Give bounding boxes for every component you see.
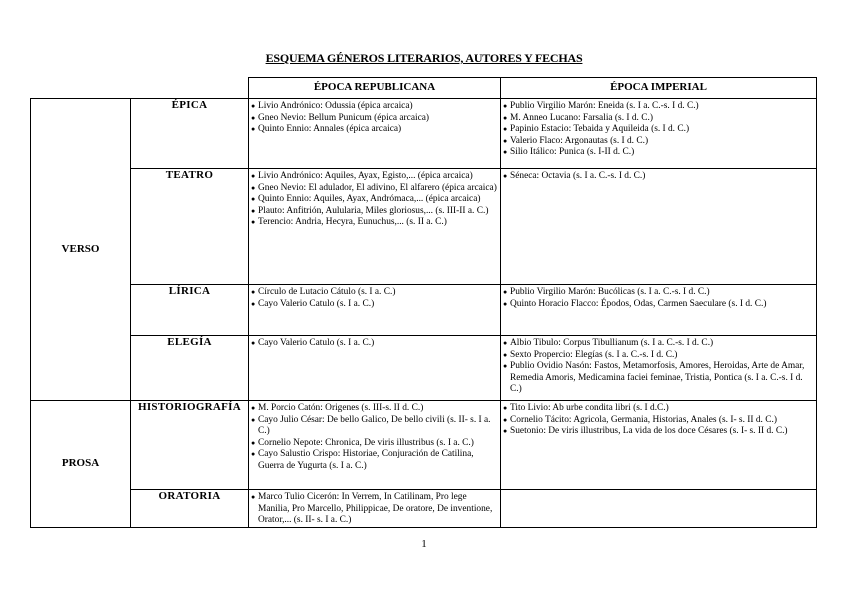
blank-header-cell bbox=[131, 78, 249, 99]
list-item: ● Cornelio Tácito: Agricola, Germania, Historias, Anales (s. I- s. II d. C.) bbox=[503, 415, 813, 427]
literary-genres-table bbox=[30, 77, 817, 528]
list-item: ● Séneca: Octavia (s. I a. C.-s. I d. C.) bbox=[503, 171, 813, 183]
list-item: ● M. Porcio Catón: Origenes (s. III-s. II d. C.) bbox=[251, 403, 497, 415]
author-list bbox=[249, 336, 500, 350]
header-republicana: ÉPOCA REPUBLICANA bbox=[249, 78, 501, 99]
cell-imperial bbox=[501, 490, 817, 528]
list-item: ● Tito Livio: Ab urbe condita libri (s. I d.C.) bbox=[503, 403, 813, 415]
list-item: ● Gneo Nevio: Bellum Punicum (épica arcaica) bbox=[251, 113, 497, 125]
genre-historiografia: HISTORIOGRAFÍA bbox=[131, 401, 249, 490]
list-item: ● Papinio Estacio: Tebaida y Aquileida (s. I d. C.) bbox=[503, 124, 813, 136]
list-item: ● Cayo Julio César: De bello Galico, De bello civili (s. II- s. I a. C.) bbox=[251, 415, 497, 438]
genre-elegia: ELEGÍA bbox=[131, 336, 249, 401]
list-item: ● Publio Virgilio Marón: Bucólicas (s. I a. C.-s. I d. C.) bbox=[503, 287, 813, 299]
cell-imperial bbox=[501, 336, 817, 401]
list-item: ● Livio Andrónico: Odussia (épica arcaica) bbox=[251, 101, 497, 113]
genre-oratoria: ORATORIA bbox=[131, 490, 249, 528]
cell-republicana bbox=[249, 285, 501, 336]
author-list bbox=[501, 490, 816, 492]
category-prosa: PROSA bbox=[31, 401, 131, 528]
author-list bbox=[501, 169, 816, 183]
cell-republicana bbox=[249, 336, 501, 401]
list-item: ● M. Anneo Lucano: Farsalia (s. I d. C.) bbox=[503, 113, 813, 125]
list-item: ● Cayo Valerio Catulo (s. I a. C.) bbox=[251, 338, 497, 350]
author-list bbox=[501, 99, 816, 159]
list-item: ● Marco Tulio Cicerón: In Verrem, In Catilinam, Pro lege Manilia, Pro Marcello, Philippicae, De oratore, De inventione, Orator,... (s. II- s. I a. C.) bbox=[251, 492, 497, 527]
list-item: ● Gneo Nevio: El adulador, El adivino, El alfarero (épica arcaica) bbox=[251, 183, 497, 195]
list-item: ● Suetonio: De viris illustribus, La vida de los doce Césares (s. I- s. II d. C.) bbox=[503, 426, 813, 438]
blank-header-cell bbox=[31, 78, 131, 99]
list-item: ● Sexto Propercio: Elegías (s. I a. C.-s. I d. C.) bbox=[503, 350, 813, 362]
list-item: ● Cornelio Nepote: Chronica, De viris illustribus (s. I a. C.) bbox=[251, 438, 497, 450]
author-list bbox=[249, 99, 500, 136]
cell-republicana bbox=[249, 99, 501, 169]
genre-epica: ÉPICA bbox=[131, 99, 249, 169]
cell-republicana bbox=[249, 401, 501, 490]
genre-teatro: TEATRO bbox=[131, 169, 249, 285]
list-item: ● Terencio: Andria, Hecyra, Eunuchus,... (s. II a. C.) bbox=[251, 217, 497, 229]
list-item: ● Quinto Ennio: Aquiles, Ayax, Andrómaca,... (épica arcaica) bbox=[251, 194, 497, 206]
list-item: ● Livio Andrónico: Aquiles, Ayax, Egisto,... (épica arcaica) bbox=[251, 171, 497, 183]
list-item: ● Valerio Flaco: Argonautas (s. I d. C.) bbox=[503, 136, 813, 148]
page-number: 1 bbox=[421, 538, 427, 550]
list-item: ● Publio Virgilio Marón: Eneida (s. I a. C.-s. I d. C.) bbox=[503, 101, 813, 113]
list-item: ● Plauto: Anfitrión, Aulularia, Miles gloriosus,... (s. III-II a. C.) bbox=[251, 206, 497, 218]
cell-imperial bbox=[501, 401, 817, 490]
cell-imperial bbox=[501, 169, 817, 285]
author-list bbox=[249, 285, 500, 310]
list-item: ● Círculo de Lutacio Cátulo (s. I a. C.) bbox=[251, 287, 497, 299]
cell-republicana bbox=[249, 169, 501, 285]
author-list bbox=[501, 336, 816, 396]
author-list bbox=[501, 285, 816, 310]
list-item: ● Cayo Salustio Crispo: Historiae, Conjuración de Catilina, Guerra de Yugurta (s. I a. C.) bbox=[251, 449, 497, 472]
list-item: ● Quinto Ennio: Annales (épica arcaica) bbox=[251, 124, 497, 136]
category-verso: VERSO bbox=[31, 99, 131, 401]
list-item: ● Albio Tibulo: Corpus Tibullianum (s. I a. C.-s. I d. C.) bbox=[503, 338, 813, 350]
list-item: ● Publio Ovidio Nasón: Fastos, Metamorfosis, Amores, Heroidas, Arte de Amar, Remedia Amoris, Medicamina faciei feminae, Tristia, Pontica (s. I a. C.-s. I d. C.) bbox=[503, 361, 813, 396]
author-list bbox=[249, 169, 500, 229]
genre-lirica: LÍRICA bbox=[131, 285, 249, 336]
cell-imperial bbox=[501, 99, 817, 169]
list-item: ● Quinto Horacio Flacco: Épodos, Odas, Carmen Saeculare (s. I d. C.) bbox=[503, 299, 813, 311]
author-list bbox=[249, 490, 500, 527]
document-title: ESQUEMA GÉNEROS LITERARIOS, AUTORES Y FECHAS bbox=[265, 51, 583, 65]
author-list bbox=[249, 401, 500, 472]
cell-republicana bbox=[249, 490, 501, 528]
cell-imperial bbox=[501, 285, 817, 336]
list-item: ● Silio Itálico: Punica (s. I-II d. C.) bbox=[503, 147, 813, 159]
author-list bbox=[501, 401, 816, 438]
list-item: ● Cayo Valerio Catulo (s. I a. C.) bbox=[251, 299, 497, 311]
header-imperial: ÉPOCA IMPERIAL bbox=[501, 78, 817, 99]
